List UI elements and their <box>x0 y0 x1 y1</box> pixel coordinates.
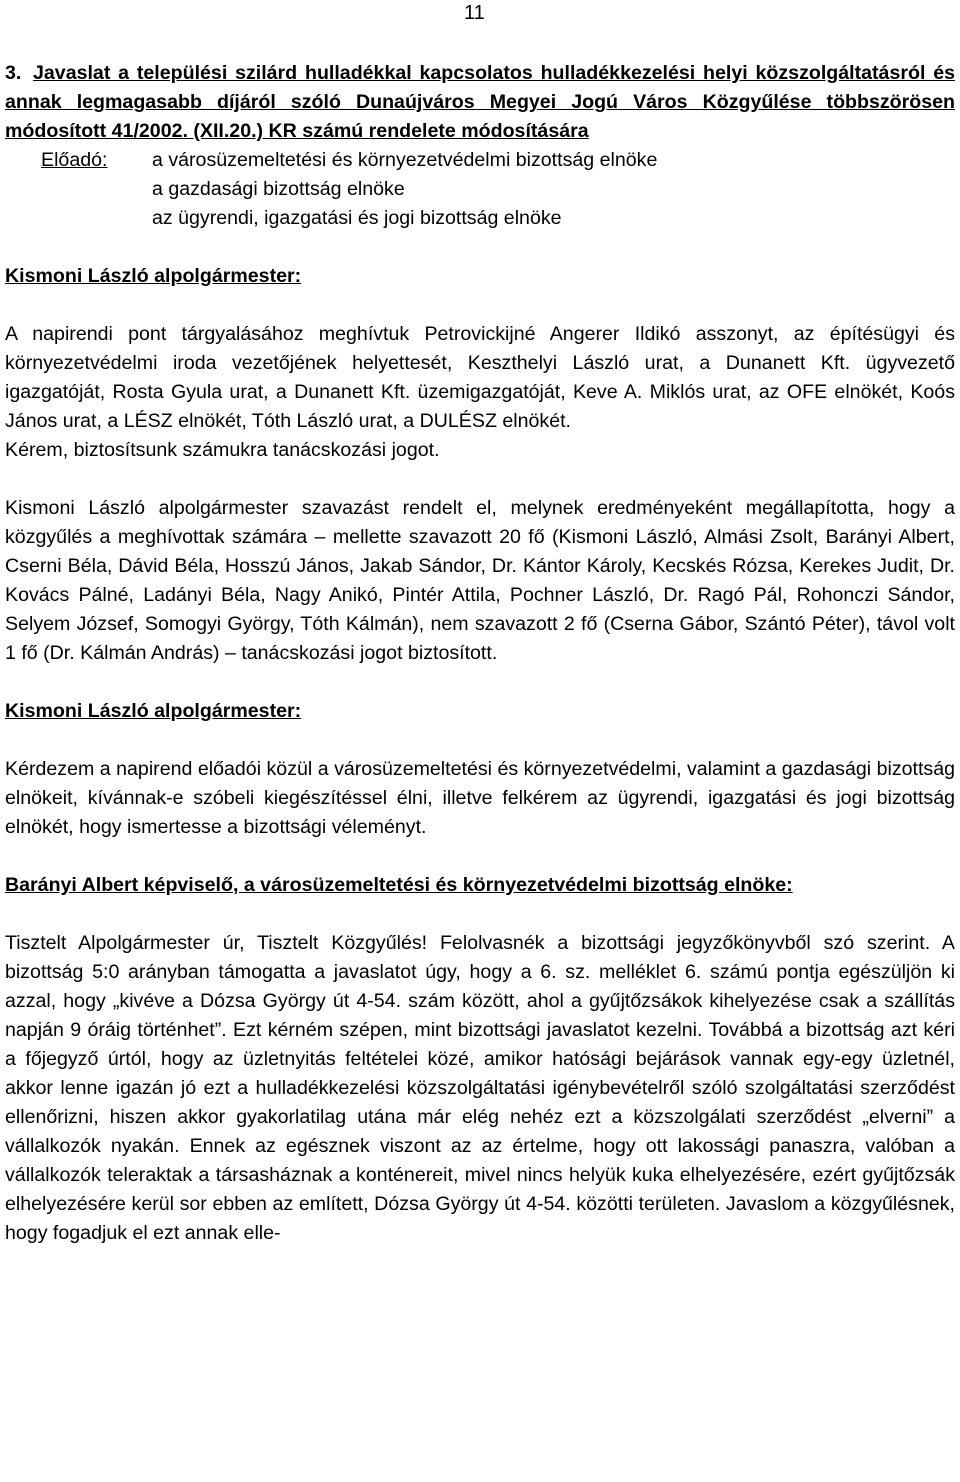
agenda-item-heading <box>5 59 955 146</box>
document-body <box>5 59 955 1248</box>
speech-paragraph: Tisztelt Alpolgármester úr, Tisztelt Közgyűlés! Felolvasnék a bizottsági jegyzőkönyvből szó szerint. A bizottság 5:0 arányban támogatta a javaslatot úgy, hogy a 6. sz. melléklet 6. számú pontja egészüljön ki azzal, hogy „kivéve a Dózsa György út 4-54. szám között, ahol a gyűjtőzsákok kihelyezése csak a szállítás napján 9 óráig történhet”. Ezt kérném szépen, mint bizottsági javaslatot kezelni. Továbbá a bizottság azt kéri a főjegyző úrtól, hogy az üzletnyitás feltételei közé, amikor hatósági bejárások vannak egy-egy üzletnél, akkor lenne igazán jó ezt a hulladékkezelési közszolgáltatási igénybevételről szóló szolgáltatási szerződést ellenőrizni, hiszen akkor gyakorlatilag utána már elég nehéz ezt a közszolgálati szerződést „elverni” a vállalkozók nyakán. Ennek az egésznek viszont az az értelme, hogy ott lakossági panaszra, valóban a vállalkozók teleraktak a társasháznak a konténereit, mivel nincs helyük kuka elhelyezésére, ezért gyűjtőzsák elhelyezésére kerül sor ebben az említett, Dózsa György út 4-54. közötti területen. Javaslom a közgyűlésnek, hogy fogadjuk el ezt annak elle- <box>5 932 955 1244</box>
agenda-item-title: Javaslat a települési szilárd hulladékkal kapcsolatos hulladékkezelési helyi közszolgáltatásról és annak legmagasabb díjáról szóló Dunaújváros Megyei Jogú Város Közgyűlése többszörösen módosított 41/2002. (XII.20.) KR számú rendelete módosítására <box>5 62 955 142</box>
presenters-label: Előadó: <box>41 149 108 171</box>
speech-paragraph: A napirendi pont tárgyalásához meghívtuk Petrovickijné Angerer Ildikó asszonyt, az építésügyi és környezetvédelmi iroda vezetőjének helyettesét, Keszthelyi László urat, a Dunanett Kft. ügyvezető igazgatóját, Rosta Gyula urat, a Dunanett Kft. üzemigazgatóját, Keve A. Miklós urat, az OFE elnökét, Koós János urat, a LÉSZ elnökét, Tóth László urat, a DULÉSZ elnökét. <box>5 323 955 432</box>
speech-paragraph: Kérem, biztosítsunk számukra tanácskozási jogot. <box>5 439 440 461</box>
agenda-item-number: 3. <box>5 62 22 84</box>
speech-paragraph: Kérdezem a napirend előadói közül a városüzemeltetési és környezetvédelmi, valamint a gazdasági bizottság elnökeit, kívánnak-e szóbeli kiegészítéssel élni, illetve felkérem az ügyrendi, igazgatási és jogi bizottság elnökét, hogy ismertesse a bizottsági véleményt. <box>5 758 955 838</box>
speaker-heading: Kismoni László alpolgármester: <box>5 265 302 287</box>
presenter-line: a városüzemeltetési és környezetvédelmi bizottság elnöke <box>152 149 658 171</box>
presenter-line: a gazdasági bizottság elnöke <box>152 178 405 200</box>
speaker-heading: Barányi Albert képviselő, a városüzemeltetési és környezetvédelmi bizottság elnöke: <box>5 874 793 896</box>
presenters-block <box>41 146 955 233</box>
vote-result-paragraph: Kismoni László alpolgármester szavazást rendelt el, melynek eredményeként megállapította, hogy a közgyűlés a meghívottak számára – mellette szavazott 20 fő (Kismoni László, Almási Zsolt, Barányi Albert, Cserni Béla, Dávid Béla, Hosszú János, Jakab Sándor, Dr. Kántor Károly, Kecskés Rózsa, Kerekes Judit, Dr. Kovács Pálné, Ladányi Béla, Nagy Anikó, Pintér Attila, Pochner László, Dr. Ragó Pál, Rohonczi Sándor, Selyem József, Somogyi György, Tóth Kálmán), nem szavazott 2 fő (Cserna Gábor, Szántó Péter), távol volt 1 fő (Dr. Kálmán András) – tanácskozási jogot biztosított. <box>5 497 955 664</box>
speaker-heading: Kismoni László alpolgármester: <box>5 700 302 722</box>
page-number: 11 <box>464 2 485 24</box>
presenter-line: az ügyrendi, igazgatási és jogi bizottság elnöke <box>152 207 562 229</box>
